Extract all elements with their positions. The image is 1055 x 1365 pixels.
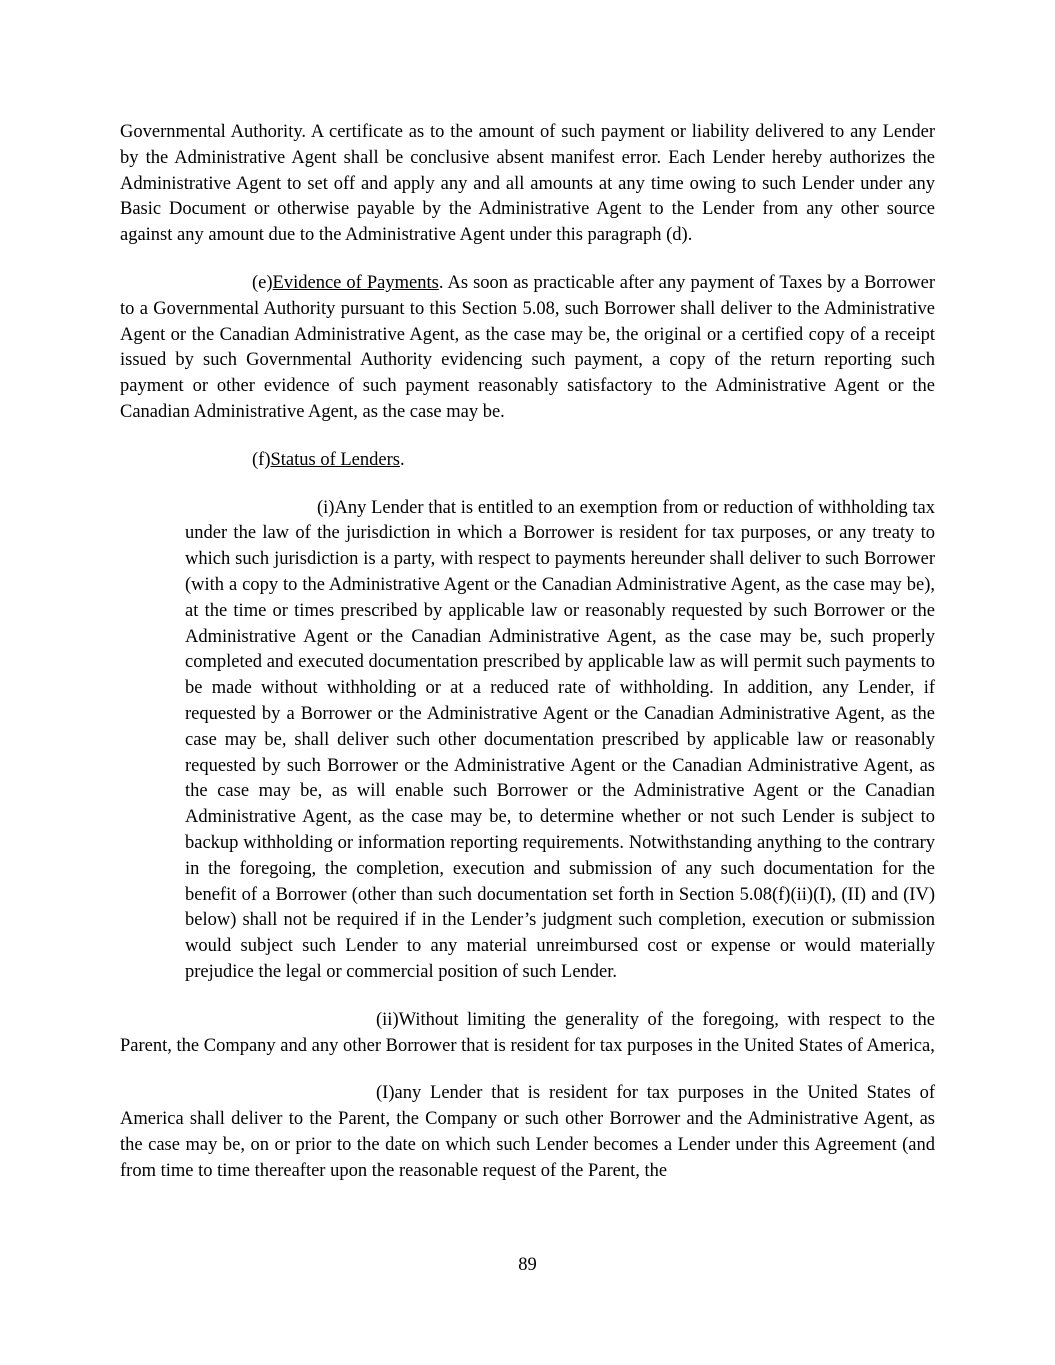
paragraph-text-e: . As soon as practicable after any payment of Taxes by a Borrower to a Governmental Authority pursuant to this Section 5.08, such Borrower shall deliver to the Administrative Agent or the Canadian Administrative Agent, as the case may be, the original or a certified copy of a receipt issued by such Governmental Authority evidencing such payment, a copy of the return reporting such payment or other evidence of such payment reasonably satisfactory to the Administrative Agent or the Canadian Administrative Agent, as the case may be. bbox=[120, 272, 935, 422]
paragraph-label-f-ii: (ii) bbox=[376, 1009, 399, 1030]
paragraph-label-f-ii-I: (I) bbox=[376, 1083, 395, 1104]
paragraph-heading-f: Status of Lenders bbox=[270, 449, 400, 470]
paragraph-label-f-i: (i) bbox=[317, 497, 335, 518]
paragraph-text-f: . bbox=[399, 449, 405, 470]
paragraph-text-f-i: Any Lender that is entitled to an exemption from or reduction of withholding tax under the law of the jurisdiction in which a Borrower is resident for tax purposes, or any treaty to which such jurisdiction is a party, with respect to payments hereunder shall deliver to such Borrower (with a copy to the Administrative Agent or the Canadian Administrative Agent, as the case may be), at the time or times prescribed by applicable law or reasonably requested by such Borrower or the Administrative Agent or the Canadian Administrative Agent, as the case may be, such properly completed and executed documentation prescribed by applicable law as will permit such payments to be made without withholding or at a reduced rate of withholding. In addition, any Lender, if requested by a Borrower or the Administrative Agent or the Canadian Administrative Agent, as the case may be, shall deliver such other documentation prescribed by applicable law or reasonably requested by such Borrower or the Administrative Agent or the Canadian Administrative Agent, as the case may be, as will enable such Borrower or the Administrative Agent or the Canadian Administrative Agent, as the case may be, to determine whether or not such Lender is subject to backup withholding or information reporting requirements. Notwithstanding anything to the contrary in the foregoing, the completion, execution and submission of any such documentation for the benefit of a Borrower (other than such documentation set forth in Section 5.08(f)(ii)(I), (II) and (IV) below) shall not be required if in the Lender’s judgment such completion, execution or submission would subject such Lender to any material unreimbursed cost or expense or would materially prejudice the legal or commercial position of such Lender. bbox=[185, 497, 935, 982]
paragraph-text-f-ii: Without limiting the generality of the foregoing, with respect to the Parent, the Company and any other Borrower that is resident for tax purposes in the United States of America, bbox=[120, 1009, 935, 1056]
paragraph-label-e: (e) bbox=[252, 272, 273, 293]
paragraph-text: Governmental Authority. A certificate as to the amount of such payment or liability delivered to any Lender by the Administrative Agent shall be conclusive absent manifest error. Each Lender hereby authorizes the Administrative Agent to set off and apply any and all amounts at any time owing to such Lender under any Basic Document or otherwise payable by the Administrative Agent to the Lender from any other source against any amount due to the Administrative Agent under this paragraph (d). bbox=[120, 122, 935, 246]
paragraph-text-f-ii-I: any Lender that is resident for tax purposes in the United States of America shall deliver to the Parent, the Company or such other Borrower and the Administrative Agent, as the case may be, on or prior to the date on which such Lender becomes a Lender under this Agreement (and from time to time thereafter upon the reasonable request of the Parent, the bbox=[120, 1083, 935, 1181]
paragraph-e bbox=[120, 271, 935, 426]
page-number: 89 bbox=[518, 1255, 537, 1275]
paragraph-d-continued bbox=[120, 120, 935, 249]
paragraph-f bbox=[120, 448, 935, 474]
paragraph-label-f: (f) bbox=[252, 449, 271, 470]
paragraph-f-ii bbox=[120, 1008, 935, 1060]
page-body bbox=[120, 120, 935, 1184]
paragraph-f-i bbox=[185, 496, 935, 986]
paragraph-f-ii-I bbox=[120, 1081, 935, 1184]
paragraph-heading-e: Evidence of Payments bbox=[272, 272, 439, 293]
